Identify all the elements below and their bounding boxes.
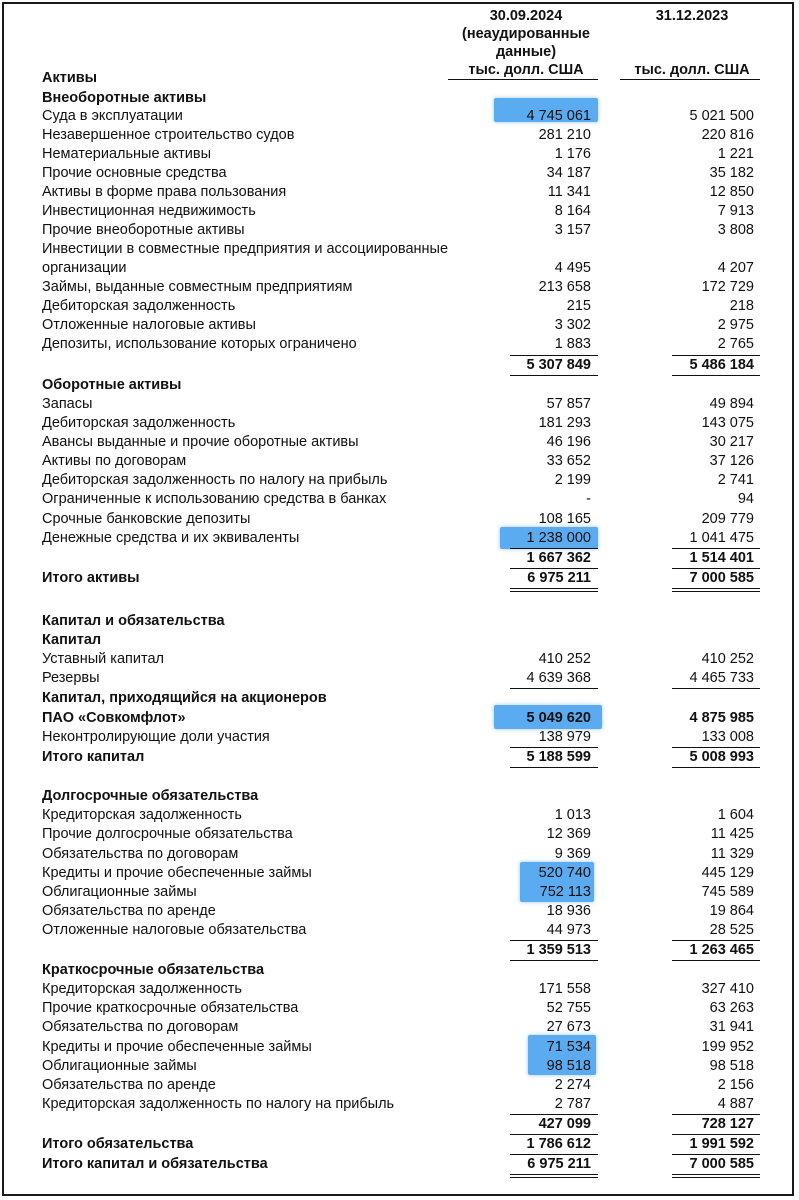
subtotal-underline (672, 960, 760, 961)
row-value-2024: 98 518 (546, 1058, 591, 1074)
row-label: Авансы выданные и прочие оборотные активы (42, 434, 359, 450)
row-value-2023: 327 410 (701, 981, 754, 997)
row-value-2024: 2 274 (554, 1077, 591, 1093)
current-total-2024: 1 667 362 (526, 550, 591, 566)
row-value-2024: 4 495 (554, 260, 591, 276)
double-underline (672, 1174, 760, 1178)
total-liabilities-2023: 1 991 592 (689, 1136, 754, 1152)
row-value-2023: 12 850 (709, 184, 754, 200)
equity-attrib-label-continued: ПАО «Совкомфлот» (42, 710, 186, 726)
row-value-2024: 34 187 (546, 165, 591, 181)
section-noncurrent-assets: Внеоборотные активы (42, 90, 207, 106)
row-value-2023: 3 808 (717, 222, 754, 238)
row-value-2024: 2 787 (554, 1096, 591, 1112)
row-label: Нематериальные активы (42, 146, 211, 162)
row-value-2024: 18 936 (546, 903, 591, 919)
row-value-2024: 44 973 (546, 922, 591, 938)
row-value-2024: 46 196 (546, 434, 591, 450)
row-value-2023: 1 604 (717, 807, 754, 823)
total-assets-2024: 6 975 211 (527, 570, 591, 586)
col1-unit: тыс. долл. США (468, 62, 584, 78)
row-value-2023: 94 (737, 491, 754, 507)
section-current-assets: Оборотные активы (42, 377, 182, 393)
row-value-2024: 33 652 (546, 453, 591, 469)
row-value-2024: 2 199 (554, 472, 591, 488)
row-value-2024: 181 293 (538, 415, 591, 431)
double-underline (510, 1174, 598, 1178)
row-label: Прочие основные средства (42, 165, 227, 181)
row-value-2023: 745 589 (701, 884, 754, 900)
row-value-2023: 172 729 (701, 279, 754, 295)
row-value-2024: 8 164 (554, 203, 591, 219)
row-value-2024: 57 857 (546, 396, 591, 412)
row-value-2023: 199 952 (701, 1039, 754, 1055)
row-value-2023: 37 126 (709, 453, 754, 469)
total-equity-liabilities-2023: 7 000 585 (689, 1156, 754, 1172)
row-value-2023: 7 913 (717, 203, 754, 219)
row-value-2023: 4 887 (717, 1096, 754, 1112)
total-equity-liabilities-label: Итого капитал и обязательства (42, 1156, 268, 1172)
row-label: Резервы (42, 670, 100, 686)
row-value-2024: - (586, 491, 591, 507)
row-value-2023: 143 075 (701, 415, 754, 431)
total-assets-label: Итого активы (42, 570, 140, 586)
row-value-2023: 11 425 (710, 826, 754, 842)
row-label: Инвестиции в совместные предприятия и ассоциированные (42, 241, 449, 257)
total-equity-2023: 5 008 993 (689, 749, 754, 765)
row-label: Инвестиционная недвижимость (42, 203, 256, 219)
section-equity: Капитал (42, 632, 102, 648)
row-value-2024: 213 658 (538, 279, 591, 295)
equity-attrib-2023: 4 875 985 (689, 710, 754, 726)
row-value-2023: 35 182 (709, 165, 754, 181)
row-value-2023: 28 525 (709, 922, 754, 938)
row-value-2024: 520 740 (538, 865, 591, 881)
row-label: Кредиты и прочие обеспеченные займы (42, 865, 312, 881)
minority-2024: 138 979 (538, 729, 591, 745)
noncurrent-total-2024: 5 307 849 (526, 357, 591, 373)
row-label: Отложенные налоговые обязательства (42, 922, 307, 938)
row-label: Дебиторская задолженность по налогу на прибыль (42, 472, 388, 488)
row-value-2024: 410 252 (538, 651, 591, 667)
row-value-2023: 30 217 (709, 434, 754, 450)
double-underline (672, 588, 760, 592)
double-underline (510, 588, 598, 592)
row-value-2023: 1 041 475 (689, 530, 754, 546)
section-shortterm-liabilities: Краткосрочные обязательства (42, 962, 265, 978)
row-value-2023: 2 975 (717, 317, 754, 333)
subtotal-underline (510, 375, 598, 376)
row-label: Суда в эксплуатации (42, 108, 183, 124)
row-value-2023: 218 (729, 298, 754, 314)
total-liabilities-2024: 1 786 612 (526, 1136, 591, 1152)
row-label: Дебиторская задолженность (42, 298, 236, 314)
col1-note-line2: данные) (495, 44, 557, 60)
row-value-2024: 3 157 (554, 222, 591, 238)
row-value-2024: 1 176 (554, 146, 591, 162)
row-label: Запасы (42, 396, 93, 412)
row-value-2023: 49 894 (709, 396, 754, 412)
section-assets: Активы (42, 70, 98, 86)
row-value-2023: 63 263 (709, 1000, 754, 1016)
row-label: Кредиторская задолженность (42, 807, 242, 823)
row-label: Денежные средства и их эквиваленты (42, 530, 300, 546)
shortterm-total-2024: 427 099 (538, 1116, 591, 1132)
row-value-2023: 220 816 (701, 127, 754, 143)
shortterm-total-2023: 728 127 (701, 1116, 754, 1132)
noncurrent-total-2023: 5 486 184 (689, 357, 754, 373)
row-value-2024: 752 113 (539, 884, 591, 900)
row-value-2023: 31 941 (709, 1019, 754, 1035)
row-label-continued: организации (42, 260, 127, 276)
row-value-2023: 410 252 (701, 651, 754, 667)
row-value-2023: 2 741 (717, 472, 754, 488)
row-label: Кредиторская задолженность по налогу на прибыль (42, 1096, 395, 1112)
row-label: Незавершенное строительство судов (42, 127, 295, 143)
row-value-2023: 445 129 (701, 865, 754, 881)
row-label: Обязательства по аренде (42, 903, 216, 919)
row-value-2024: 1 013 (554, 807, 591, 823)
total-equity-liabilities-2024: 6 975 211 (527, 1156, 591, 1172)
row-label: Уставный капитал (42, 651, 164, 667)
row-label: Дебиторская задолженность (42, 415, 236, 431)
row-value-2024: 27 673 (546, 1019, 591, 1035)
row-label: Кредиты и прочие обеспеченные займы (42, 1039, 312, 1055)
row-label: Активы в форме права пользования (42, 184, 287, 200)
row-value-2024: 281 210 (538, 127, 591, 143)
row-value-2023: 2 765 (717, 336, 754, 352)
row-value-2024: 108 165 (538, 511, 591, 527)
row-value-2024: 71 534 (546, 1039, 591, 1055)
row-value-2024: 4 745 061 (526, 108, 591, 124)
row-label: Займы, выданные совместным предприятиям (42, 279, 353, 295)
row-label: Прочие краткосрочные обязательства (42, 1000, 299, 1016)
row-value-2023: 98 518 (709, 1058, 754, 1074)
row-label: Облигационные займы (42, 1058, 197, 1074)
longterm-total-2023: 1 263 465 (689, 942, 754, 958)
row-value-2023: 19 864 (709, 903, 754, 919)
minority-label: Неконтролирующие доли участия (42, 729, 270, 745)
row-value-2024: 9 369 (554, 846, 591, 862)
row-label: Депозиты, использование которых ограничено (42, 336, 357, 352)
row-value-2024: 1 238 000 (526, 530, 591, 546)
row-label: Прочие внеоборотные активы (42, 222, 245, 238)
row-label: Обязательства по договорам (42, 1019, 239, 1035)
row-value-2023: 2 156 (717, 1077, 754, 1093)
minority-2023: 133 008 (701, 729, 754, 745)
col2-header-line (620, 79, 760, 80)
row-label: Ограниченные к использованию средства в банках (42, 491, 387, 507)
row-label: Отложенные налоговые активы (42, 317, 256, 333)
row-value-2024: 215 (566, 298, 591, 314)
row-value-2023: 5 021 500 (689, 108, 754, 124)
row-label: Кредиторская задолженность (42, 981, 242, 997)
equity-attrib-label: Капитал, приходящийся на акционеров (42, 690, 327, 706)
subtotal-line (672, 688, 760, 689)
row-value-2023: 209 779 (701, 511, 754, 527)
total-liabilities-label: Итого обязательства (42, 1136, 194, 1152)
row-label: Обязательства по аренде (42, 1077, 216, 1093)
col1-date: 30.09.2024 (489, 8, 563, 24)
subtotal-line (510, 688, 598, 689)
longterm-total-2024: 1 359 513 (526, 942, 591, 958)
equity-attrib-2024: 5 049 620 (526, 710, 591, 726)
row-value-2024: 12 369 (546, 826, 591, 842)
row-value-2023: 1 221 (717, 146, 754, 162)
subtotal-underline (672, 767, 760, 768)
total-assets-2023: 7 000 585 (689, 570, 754, 586)
row-value-2024: 1 883 (554, 336, 591, 352)
row-label: Облигационные займы (42, 884, 197, 900)
row-value-2024: 52 755 (546, 1000, 591, 1016)
row-label: Активы по договорам (42, 453, 187, 469)
row-value-2023: 4 207 (717, 260, 754, 276)
row-label: Срочные банковские депозиты (42, 511, 251, 527)
row-value-2024: 3 302 (554, 317, 591, 333)
subtotal-underline (510, 767, 598, 768)
row-value-2024: 4 639 368 (526, 670, 591, 686)
col2-unit: тыс. долл. США (634, 62, 750, 78)
col1-note-line1: (неаудированные (461, 26, 590, 42)
col2-date: 31.12.2023 (655, 8, 729, 24)
row-value-2024: 11 341 (547, 184, 591, 200)
row-label: Прочие долгосрочные обязательства (42, 826, 293, 842)
total-equity-2024: 5 188 599 (526, 749, 591, 765)
subtotal-underline (510, 960, 598, 961)
row-value-2023: 11 329 (710, 846, 754, 862)
row-label: Обязательства по договорам (42, 846, 239, 862)
row-value-2024: 171 558 (538, 981, 591, 997)
col1-header-line (448, 79, 598, 80)
current-total-2023: 1 514 401 (689, 550, 754, 566)
total-equity-label: Итого капитал (42, 749, 145, 765)
section-equity-and-liabilities: Капитал и обязательства (42, 613, 225, 629)
row-value-2023: 4 465 733 (689, 670, 754, 686)
section-longterm-liabilities: Долгосрочные обязательства (42, 788, 259, 804)
subtotal-underline (672, 375, 760, 376)
